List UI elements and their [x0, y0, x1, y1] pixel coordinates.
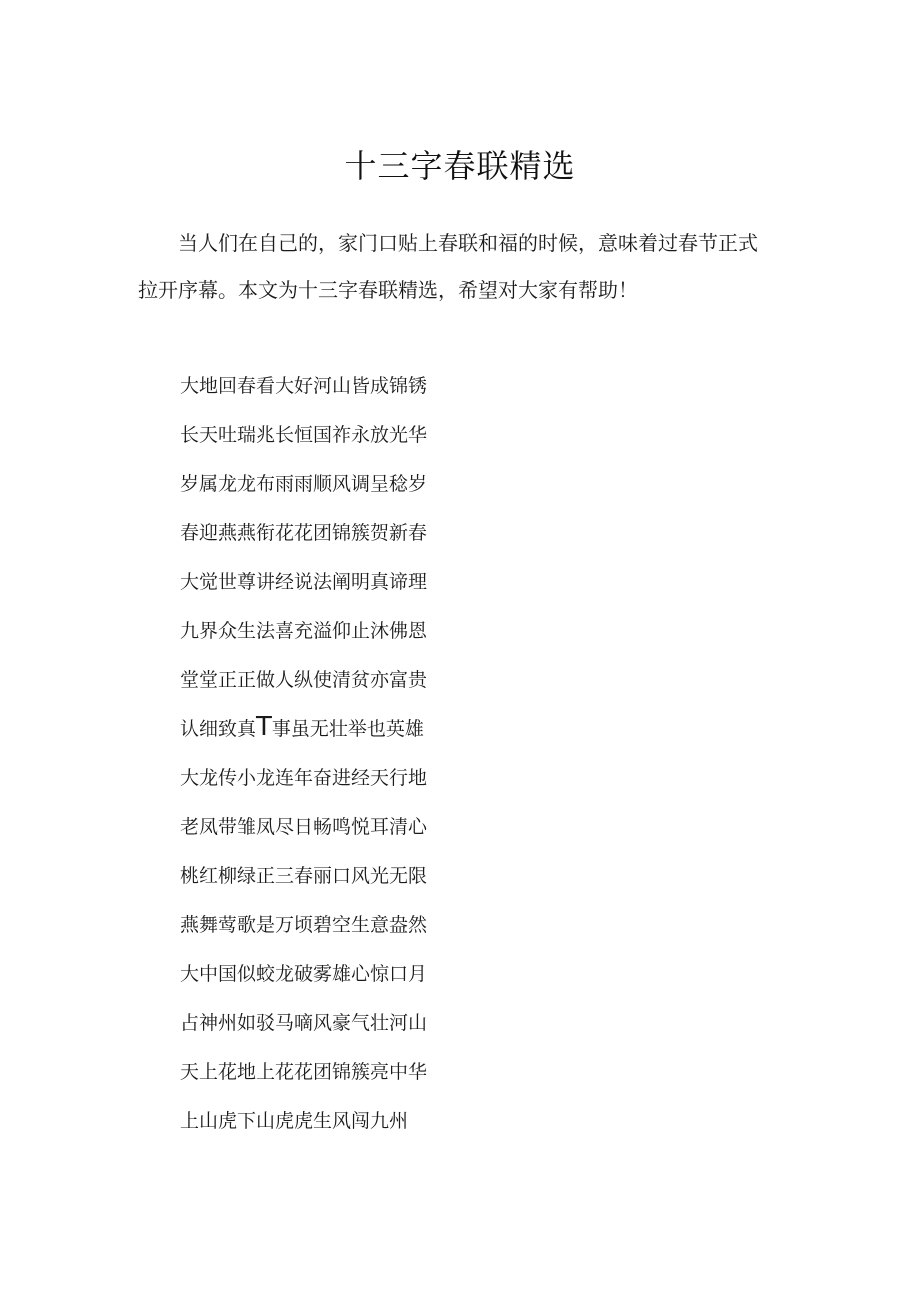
couplet-line-mixed [180, 709, 600, 758]
couplet-segment: 认细致真 [180, 718, 257, 740]
couplet-list [180, 366, 600, 1150]
intro-paragraph [138, 220, 778, 314]
couplet-line: 岁属龙龙布雨雨顺风调呈稔岁 [180, 473, 428, 495]
intro-line-1: 当人们在自己的，家门口贴上春联和福的时候，意味着过春节正式 [178, 231, 758, 255]
couplet-line: 春迎燕燕衔花花团锦簇贺新春 [180, 522, 428, 544]
intro-line-2: 拉开序幕。本文为十三字春联精选，希望对大家有帮助！ [138, 278, 638, 302]
couplet-line: 桃红柳绿正三春丽口风光无限 [180, 865, 428, 887]
couplet-line: 大觉世尊讲经说法阐明真谛理 [180, 571, 428, 593]
couplet-line: 大地回春看大好河山皆成锦锈 [180, 375, 428, 397]
couplet-segment: 事虽无壮举也英雄 [271, 718, 424, 740]
couplet-line: 老凤带雏凤尽日畅鸣悦耳清心 [180, 816, 428, 838]
page-title: 十三字春联精选 [344, 147, 576, 185]
couplet-line: 九界众生法喜充溢仰止沐佛恩 [180, 620, 428, 642]
couplet-line: 燕舞莺歌是万顷碧空生意盎然 [180, 914, 428, 936]
couplet-line: 长天吐瑞兆长恒国祚永放光华 [180, 424, 428, 446]
couplet-line: 占神州如驳马嘀风豪气壮河山 [180, 1012, 428, 1034]
couplet-glyph: T [256, 712, 272, 742]
couplet-line: 上山虎下山虎虎生风闯九州 [180, 1110, 409, 1132]
couplet-line: 堂堂正正做人纵使清贫亦富贵 [180, 669, 428, 691]
couplet-line: 大中国似蛟龙破雾雄心惊口月 [180, 963, 428, 985]
couplet-line: 大龙传小龙连年奋进经天行地 [180, 767, 428, 789]
couplet-line: 天上花地上花花团锦簇亮中华 [180, 1061, 428, 1083]
